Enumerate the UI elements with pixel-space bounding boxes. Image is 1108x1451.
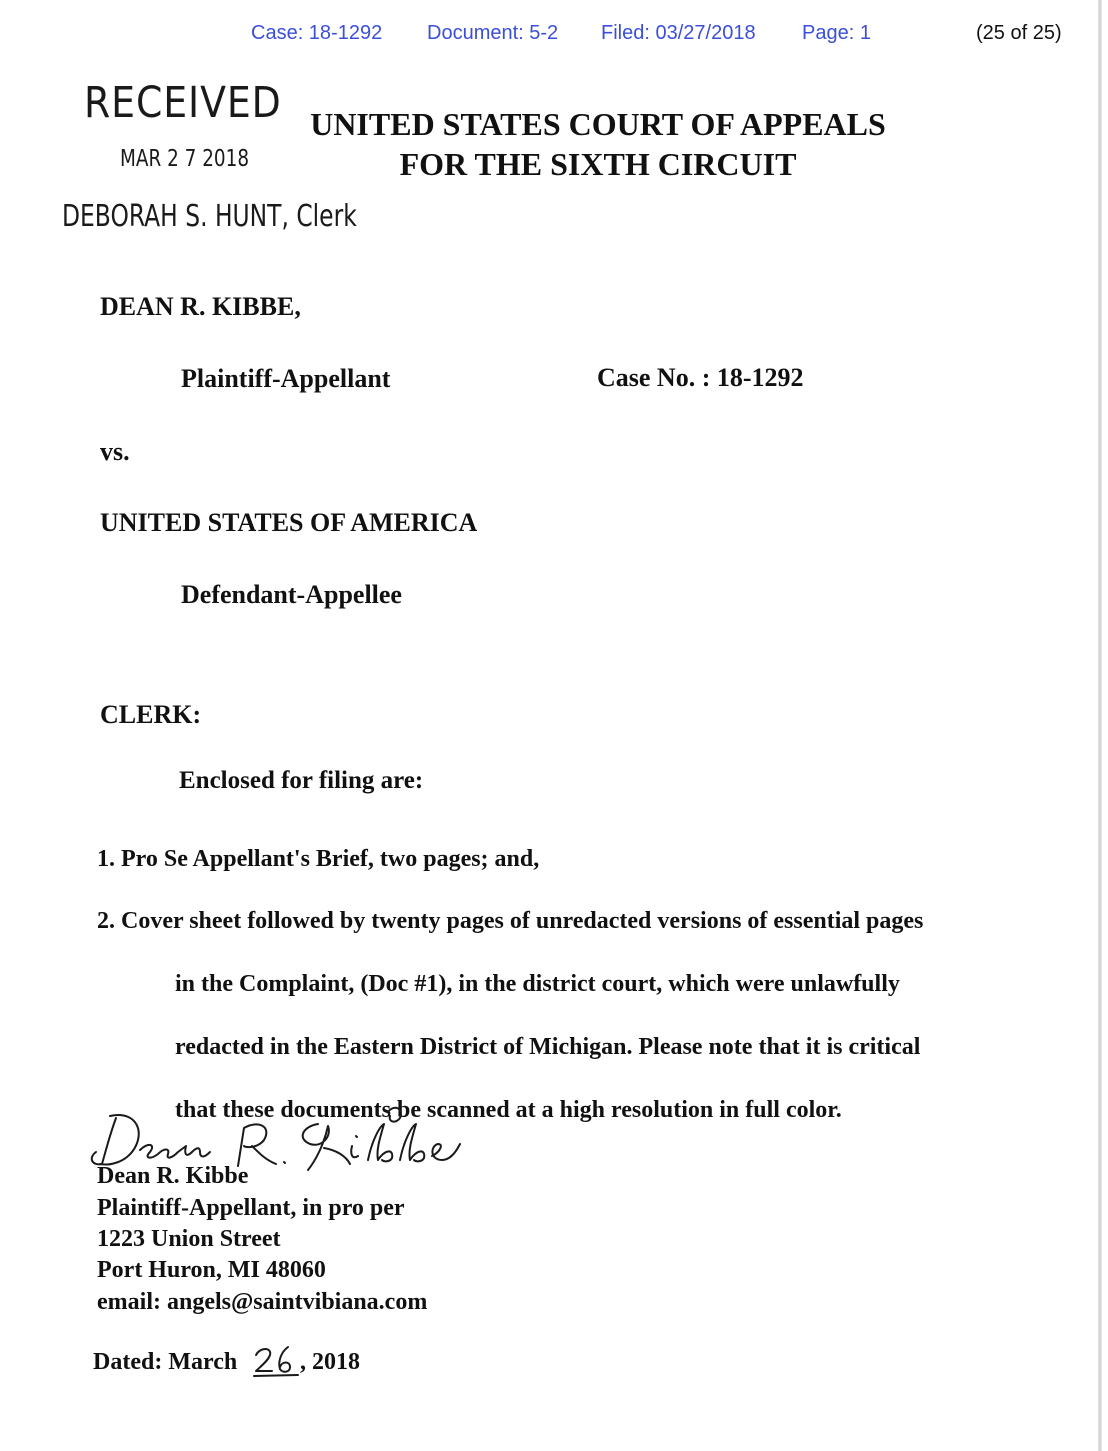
- versus: vs.: [100, 437, 130, 466]
- dated-prefix: Dated: March: [93, 1349, 238, 1375]
- enclosure-intro: Enclosed for filing are:: [179, 767, 424, 794]
- case-number: Case No. : 18-1292: [597, 363, 804, 392]
- court-title-line-1: UNITED STATES COURT OF APPEALS: [310, 106, 886, 142]
- header-document-number: Document: 5-2: [427, 22, 559, 44]
- handwritten-day: [252, 1343, 302, 1379]
- enclosure-item-2-line-2: in the Complaint, (Doc #1), in the district court, which were unlawfully: [175, 971, 900, 997]
- enclosure-item-2-line-3: redacted in the Eastern District of Michigan. Please note that it is critical: [175, 1034, 921, 1060]
- signer-role: Plaintiff-Appellant, in pro per: [97, 1195, 405, 1221]
- page-right-edge: [1098, 0, 1102, 1451]
- enclosure-item-1: 1. Pro Se Appellant's Brief, two pages; and,: [97, 846, 540, 872]
- signer-street: 1223 Union Street: [97, 1226, 281, 1252]
- received-stamp: RECEIVED: [84, 78, 282, 128]
- dated-suffix: , 2018: [300, 1349, 360, 1375]
- received-stamp-date: MAR 2 7 2018: [120, 146, 250, 172]
- defendant-role: Defendant-Appellee: [181, 580, 402, 609]
- plaintiff-name: DEAN R. KIBBE,: [100, 292, 301, 321]
- received-stamp-clerk: DEBORAH S. HUNT, Clerk: [62, 199, 357, 234]
- enclosure-item-2-line-1: 2. Cover sheet followed by twenty pages of unredacted versions of essential pages: [97, 908, 924, 934]
- enclosure-item-2-line-4: that these documents be scanned at a high resolution in full color.: [175, 1097, 842, 1123]
- defendant-name: UNITED STATES OF AMERICA: [100, 508, 478, 537]
- signer-name: Dean R. Kibbe: [97, 1163, 249, 1189]
- signer-email: email: angels@saintvibiana.com: [97, 1289, 428, 1315]
- header-page-number: Page: 1: [802, 22, 871, 44]
- salutation: CLERK:: [100, 700, 202, 729]
- header-filed-date: Filed: 03/27/2018: [601, 22, 756, 44]
- plaintiff-role: Plaintiff-Appellant: [181, 364, 391, 393]
- header-case-number: Case: 18-1292: [251, 22, 383, 44]
- header-page-count: (25 of 25): [976, 22, 1062, 44]
- signer-city: Port Huron, MI 48060: [97, 1257, 326, 1283]
- court-title-line-2: FOR THE SIXTH CIRCUIT: [399, 146, 797, 182]
